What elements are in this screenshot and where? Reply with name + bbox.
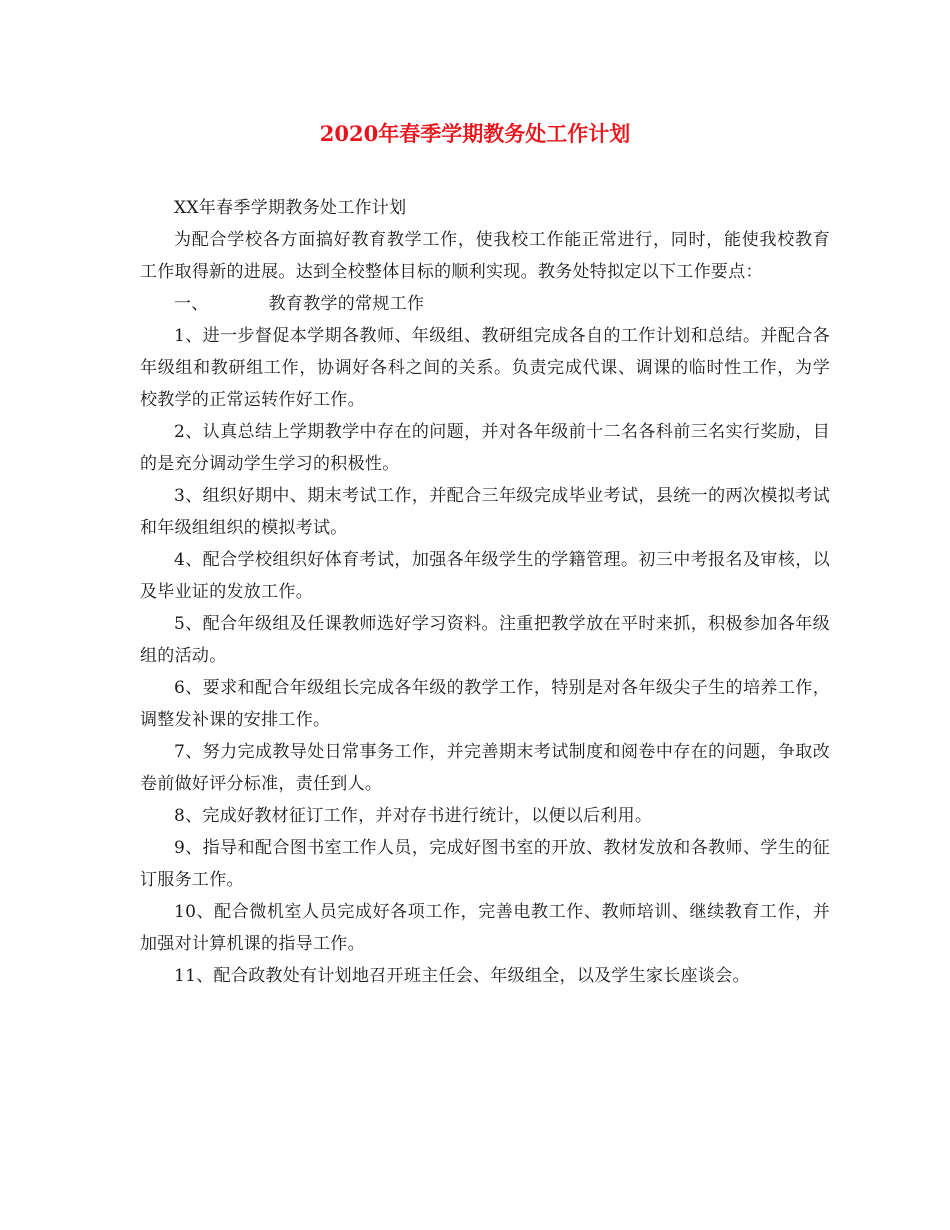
list-item: 6、要求和配合年级组长完成各年级的教学工作，特别是对各年级尖子生的培养工作，调整发补课的安排工作。: [140, 678, 830, 730]
list-item: 1、进一步督促本学期各教师、年级组、教研组完成各自的工作计划和总结。并配合各年级组和教研组工作，协调好各科之间的关系。负责完成代课、调课的临时性工作，为学校教学的正常运转作好工作。: [140, 326, 830, 410]
list-item: 4、配合学校组织好体育考试，加强各年级学生的学籍管理。初三中考报名及审核，以及毕业证的发放工作。: [140, 550, 830, 602]
list-item: 7、努力完成教导处日常事务工作，并完善期末考试制度和阅卷中存在的问题，争取改卷前做好评分标准，责任到人。: [140, 742, 830, 794]
section-number: 一、: [174, 294, 209, 314]
document-subtitle: XX年春季学期教务处工作计划: [174, 198, 407, 218]
document-title: 2020年春季学期教务处工作计划: [319, 121, 631, 146]
list-item: 3、组织好期中、期末考试工作，并配合三年级完成毕业考试，县统一的两次模拟考试和年级组组织的模拟考试。: [140, 486, 830, 538]
section-heading: [140, 288, 830, 320]
section-title: 教育教学的常规工作: [268, 294, 425, 314]
document-body: [140, 192, 830, 992]
list-item: 8、完成好教材征订工作，并对存书进行统计，以便以后利用。: [174, 806, 653, 826]
list-item: 5、配合年级组及任课教师选好学习资料。注重把教学放在平时来抓，积极参加各年级组的活动。: [140, 614, 830, 666]
intro-paragraph: 为配合学校各方面搞好教育教学工作，使我校工作能正常进行，同时，能使我校教育工作取得新的进展。达到全校整体目标的顺利实现。教务处特拟定以下工作要点：: [140, 230, 830, 282]
list-item: 10、配合微机室人员完成好各项工作，完善电教工作、教师培训、继续教育工作，并加强对计算机课的指导工作。: [140, 902, 830, 954]
list-item: 9、指导和配合图书室工作人员，完成好图书室的开放、教材发放和各教师、学生的征订服务工作。: [140, 838, 830, 890]
list-item: 11、配合政教处有计划地召开班主任会、年级组全，以及学生家长座谈会。: [174, 966, 750, 986]
list-item: 2、认真总结上学期教学中存在的问题，并对各年级前十二名各科前三名实行奖励，目的是充分调动学生学习的积极性。: [140, 422, 830, 474]
